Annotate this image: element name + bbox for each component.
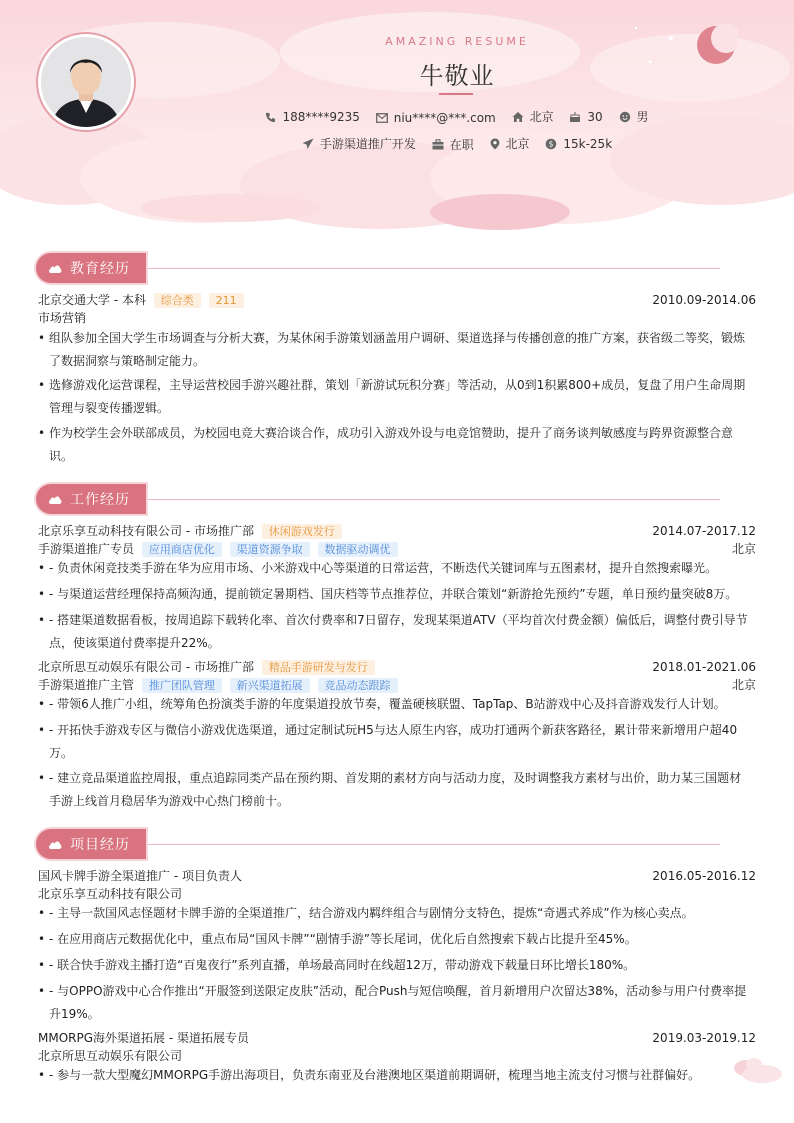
cake-icon: [569, 111, 581, 123]
gender-icon: [619, 111, 631, 123]
resume-subtitle: AMAZING RESUME: [385, 35, 529, 48]
briefcase-icon: [432, 139, 444, 150]
job-position: 手游渠道推广主管: [38, 678, 135, 692]
list-item: • 选修游戏化运营课程，主导运营校园手游兴趣社群，策划「新游试玩积分赛」等活动，从0到1积累800+成员，复盘了用户生命周期管理与裂变传播逻辑。: [38, 374, 750, 420]
list-item: • - 联合快手游戏主播打造“百鬼夜行”系列直播，单场最高同时在线超12万，带动游戏下载量日环比增长180%。: [38, 954, 750, 977]
project-company-row: [38, 1047, 756, 1065]
job-period: 2014.07-2017.12: [652, 524, 756, 538]
name-underline: [439, 93, 473, 95]
list-item: • - 带领6人推广小组，统筹角色扮演类手游的年度渠道投放节奏，覆盖硬核联盟、TapTap、B站游戏中心及抖音游戏发行人计划。: [38, 693, 750, 716]
job-intent-row: [0, 135, 794, 153]
job-position: 手游渠道推广专员: [38, 542, 135, 556]
school-tag: 综合类: [154, 293, 201, 308]
project-name: 国风卡牌手游全渠道推广 - 项目负责人: [38, 869, 242, 883]
gender-text: 男: [636, 110, 649, 124]
skill-tag: 竞品动态跟踪: [318, 678, 398, 693]
cloud-icon: [48, 495, 62, 504]
list-item: • - 与渠道运营经理保持高频沟通，提前锁定暑期档、国庆档等节点推荐位，并联合策划“新游抢先预约”专题，单日预约量突破8万。: [38, 583, 750, 606]
work-title: 工作经历: [70, 492, 130, 508]
list-item: • - 与OPPO游戏中心合作推出“开服签到送限定皮肤”活动，配合Push与短信唤醒，首月新增用户次留达38%，活动参与用户付费率提升19%。: [38, 980, 750, 1026]
project-company-row: [38, 885, 756, 903]
salary-item: [545, 137, 612, 151]
email-text: niu****@***.com: [393, 110, 496, 125]
location-icon: [490, 138, 500, 150]
skill-tag: 渠道资源争取: [230, 542, 310, 557]
section-divider: [148, 499, 720, 500]
gender-item: [619, 108, 649, 125]
status-text: 在职: [449, 137, 474, 152]
education-period: 2010.09-2014.06: [652, 293, 756, 307]
section-divider: [148, 268, 720, 269]
target-job-text: 手游渠道推广开发: [319, 137, 416, 151]
phone-text: 188****9235: [282, 110, 360, 124]
money-icon: [545, 138, 557, 150]
send-icon: [302, 138, 314, 150]
status-item: [432, 136, 474, 153]
age-item: [569, 110, 602, 124]
job-position-row: [38, 540, 756, 558]
target-city-text: 北京: [505, 137, 530, 151]
list-item: • - 搭建渠道数据看板，按周追踪下载转化率、首次付费率和7日留存，发现某渠道ATV（平均首次付费金额）偏低后，调整付费引导节点，使该渠道付费率提升22%。: [38, 609, 750, 655]
project-name: MMORPG海外渠道拓展 - 渠道拓展专员: [38, 1031, 249, 1045]
list-item: • 作为校学生会外联部成员，为校园电竞大赛洽谈合作，成功引入游戏外设与电竞馆赞助，提升了商务谈判敏感度与跨界资源整合意识。: [38, 422, 750, 468]
education-school-row: [38, 291, 756, 309]
list-item: • - 参与一款大型魔幻MMORPG手游出海项目，负责东南亚及台港澳地区渠道前期调研，梳理当地主流支付习惯与社群偏好。: [38, 1064, 750, 1087]
list-item: • - 开拓快手游戏专区与微信小游戏优选渠道，通过定制试玩H5与达人原生内容，成功打通两个新获客路径，累计带来新增用户超40万。: [38, 719, 750, 765]
age-text: 30: [587, 109, 603, 124]
list-item: • 组队参加全国大学生市场调查与分析大赛，为某休闲手游策划涵盖用户调研、渠道选择与传播创意的推广方案，获省级二等奖，锻炼了数据洞察与策略制定能力。: [38, 327, 750, 373]
skill-tag: 推广团队管理: [142, 678, 222, 693]
cloud-decoration: [728, 1054, 784, 1086]
education-major-row: [38, 309, 756, 327]
skill-tag: 新兴渠道拓展: [230, 678, 310, 693]
skill-tag: 应用商店优化: [142, 542, 222, 557]
job-period: 2018.01-2021.06: [652, 660, 756, 674]
industry-tag: 休闲游戏发行: [262, 524, 342, 539]
job-city: 北京: [731, 678, 756, 692]
school-tag: 211: [209, 293, 244, 308]
skill-tag: 数据驱动调优: [318, 542, 398, 557]
mail-icon: [376, 113, 388, 123]
project-title: 项目经历: [70, 837, 130, 853]
job-city: 北京: [731, 542, 756, 556]
job-position-row: [38, 676, 756, 694]
target-city-item: [490, 135, 530, 152]
major-name: 市场营销: [38, 311, 87, 325]
project-period: 2019.03-2019.12: [652, 1031, 756, 1045]
cloud-icon: [48, 840, 62, 849]
project-name-row: [38, 1029, 756, 1047]
phone-icon: [265, 112, 276, 123]
hometown-item: [512, 108, 554, 125]
list-item: • - 在应用商店元数据优化中，重点布局“国风卡牌”“剧情手游”等长尾词，优化后自然搜索下载占比提升至45%。: [38, 928, 750, 951]
company-name: 北京乐享互动科技有限公司 - 市场推广部: [38, 524, 254, 538]
phone-item: [265, 110, 359, 124]
job-company-row: [38, 522, 756, 540]
resume-header: [0, 0, 794, 230]
contact-row: [0, 108, 794, 126]
target-job-item: [302, 135, 416, 152]
section-divider: [148, 844, 720, 845]
company-name: 北京所思互动娱乐有限公司 - 市场推广部: [38, 660, 254, 674]
list-item: • - 主导一款国风志怪题材卡牌手游的全渠道推广，结合游戏内羁绊组合与剧情分支特色，提炼“奇遇式养成”作为核心卖点。: [38, 902, 750, 925]
education-title: 教育经历: [70, 261, 130, 277]
industry-tag: 精品手游研发与发行: [262, 660, 375, 675]
email-item: [376, 111, 496, 125]
school-name: 北京交通大学 - 本科: [38, 293, 146, 307]
project-company: 北京所思互动娱乐有限公司: [38, 1049, 183, 1063]
project-period: 2016.05-2016.12: [652, 869, 756, 883]
project-company: 北京乐享互动科技有限公司: [38, 887, 183, 901]
project-name-row: [38, 867, 756, 885]
home-icon: [512, 111, 524, 123]
job-company-row: [38, 658, 756, 676]
svg-text:$: $: [548, 139, 554, 149]
candidate-name: 牛敬业: [419, 62, 495, 90]
list-item: • - 负责休闲竞技类手游在华为应用市场、小米游戏中心等渠道的日常运营，不断迭代关键词库与五图素材，提升自然搜索曝光。: [38, 557, 750, 580]
salary-text: 15k-25k: [563, 136, 613, 151]
cloud-icon: [48, 264, 62, 273]
list-item: • - 建立竞品渠道监控周报，重点追踪同类产品在预约期、首发期的素材方向与活动力度，及时调整我方素材与出价，助力某三国题材手游上线首月稳居华为游戏中心热门榜前十。: [38, 767, 750, 813]
hometown-text: 北京: [529, 110, 554, 124]
